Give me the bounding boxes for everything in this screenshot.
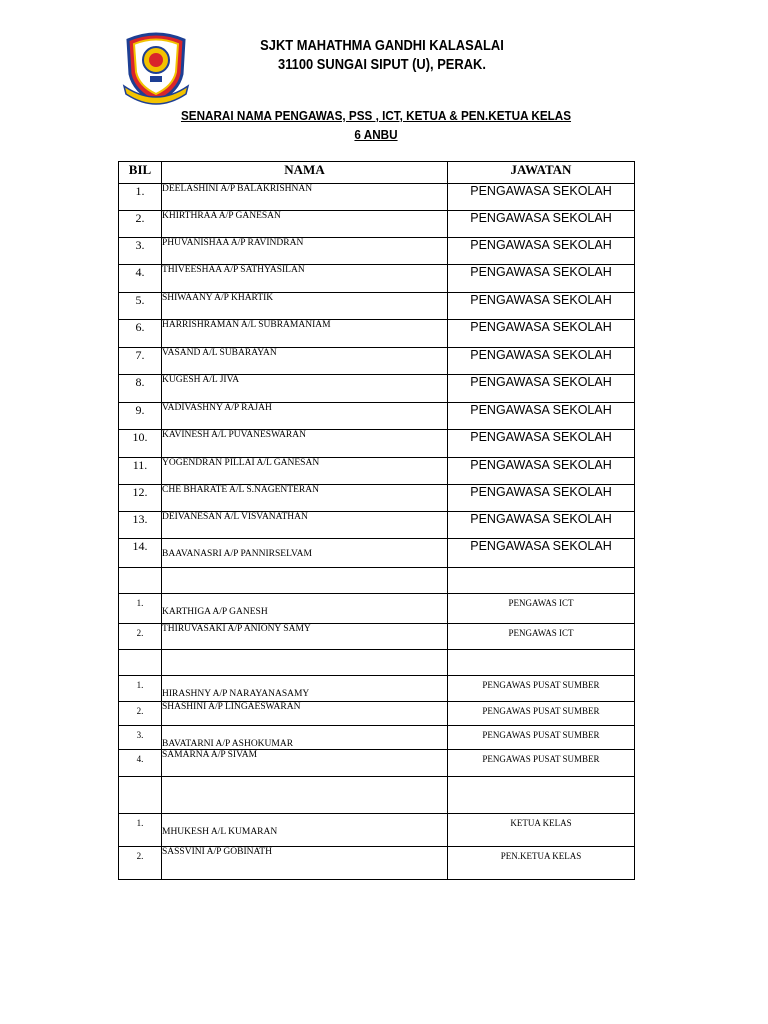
cell-jawatan: PEN.KETUA KELAS bbox=[448, 847, 635, 880]
cell-nama: PHUVANISHAA A/P RAVINDRAN bbox=[162, 238, 448, 265]
table-row bbox=[119, 184, 635, 211]
cell-bil: 9. bbox=[119, 403, 162, 430]
cell-nama bbox=[162, 568, 448, 594]
cell-bil: 3. bbox=[119, 238, 162, 265]
cell-nama: KARTHIGA A/P GANESH bbox=[162, 594, 448, 624]
cell-jawatan: PENGAWASA SEKOLAH bbox=[448, 293, 635, 320]
cell-nama: HARRISHRAMAN A/L SUBRAMANIAM bbox=[162, 320, 448, 348]
table-row bbox=[119, 750, 635, 777]
cell-bil: 2. bbox=[119, 211, 162, 238]
school-header bbox=[190, 36, 574, 74]
cell-bil: 1. bbox=[119, 594, 162, 624]
cell-nama: VASAND A/L SUBARAYAN bbox=[162, 348, 448, 375]
cell-bil bbox=[119, 568, 162, 594]
cell-jawatan: PENGAWASA SEKOLAH bbox=[448, 430, 635, 458]
table-row bbox=[119, 293, 635, 320]
cell-nama: KHIRTHRAA A/P GANESAN bbox=[162, 211, 448, 238]
cell-nama: SAMARNA A/P SIVAM bbox=[162, 750, 448, 777]
cell-nama: BAVATARNI A/P ASHOKUMAR bbox=[162, 726, 448, 750]
roster-body bbox=[119, 184, 635, 880]
cell-nama bbox=[162, 650, 448, 676]
cell-bil: 7. bbox=[119, 348, 162, 375]
cell-bil: 2. bbox=[119, 624, 162, 650]
table-row bbox=[119, 702, 635, 726]
cell-nama: CHE BHARATE A/L S.NAGENTERAN bbox=[162, 485, 448, 512]
cell-jawatan bbox=[448, 650, 635, 676]
cell-jawatan: PENGAWAS ICT bbox=[448, 624, 635, 650]
cell-bil: 13. bbox=[119, 512, 162, 539]
cell-jawatan: PENGAWASA SEKOLAH bbox=[448, 403, 635, 430]
table-row bbox=[119, 568, 635, 594]
class-name: 6 ANBU bbox=[354, 127, 398, 142]
cell-bil: 10. bbox=[119, 430, 162, 458]
table-row bbox=[119, 430, 635, 458]
cell-bil: 4. bbox=[119, 750, 162, 777]
cell-nama: DEIVANESAN A/L VISVANATHAN bbox=[162, 512, 448, 539]
cell-jawatan: PENGAWASA SEKOLAH bbox=[448, 485, 635, 512]
table-row bbox=[119, 238, 635, 265]
table-row bbox=[119, 594, 635, 624]
table-row bbox=[119, 375, 635, 403]
cell-bil: 6. bbox=[119, 320, 162, 348]
cell-nama: THIVEESHAA A/P SATHYASILAN bbox=[162, 265, 448, 293]
cell-jawatan: PENGAWASA SEKOLAH bbox=[448, 238, 635, 265]
table-row bbox=[119, 403, 635, 430]
cell-bil: 11. bbox=[119, 458, 162, 485]
cell-jawatan: PENGAWAS ICT bbox=[448, 594, 635, 624]
cell-jawatan: PENGAWASA SEKOLAH bbox=[448, 265, 635, 293]
table-row bbox=[119, 458, 635, 485]
header-nama: NAMA bbox=[162, 162, 448, 184]
table-row bbox=[119, 512, 635, 539]
cell-jawatan: PENGAWASA SEKOLAH bbox=[448, 375, 635, 403]
header-jawatan: JAWATAN bbox=[448, 162, 635, 184]
table-row bbox=[119, 320, 635, 348]
cell-bil: 2. bbox=[119, 847, 162, 880]
list-title-line1: SENARAI NAMA PENGAWAS, PSS , ICT, KETUA & PEN.KETUA KELAS bbox=[180, 108, 572, 123]
cell-nama: KUGESH A/L JIVA bbox=[162, 375, 448, 403]
cell-jawatan: PENGAWAS PUSAT SUMBER bbox=[448, 702, 635, 726]
cell-jawatan: PENGAWASA SEKOLAH bbox=[448, 458, 635, 485]
cell-jawatan: PENGAWASA SEKOLAH bbox=[448, 320, 635, 348]
cell-bil: 14. bbox=[119, 539, 162, 568]
cell-bil: 5. bbox=[119, 293, 162, 320]
cell-nama: HIRASHNY A/P NARAYANASAMY bbox=[162, 676, 448, 702]
table-header-row bbox=[119, 162, 635, 184]
cell-bil bbox=[119, 650, 162, 676]
table-row bbox=[119, 265, 635, 293]
table-row bbox=[119, 485, 635, 512]
cell-bil: 8. bbox=[119, 375, 162, 403]
cell-bil bbox=[119, 777, 162, 814]
roster-table bbox=[118, 161, 635, 880]
cell-jawatan bbox=[448, 777, 635, 814]
cell-nama: THIRUVASAKI A/P ANIONY SAMY bbox=[162, 624, 448, 650]
school-address: 31100 SUNGAI SIPUT (U), PERAK. bbox=[278, 56, 486, 73]
cell-nama: MHUKESH A/L KUMARAN bbox=[162, 814, 448, 847]
table-row bbox=[119, 847, 635, 880]
list-title bbox=[118, 106, 634, 144]
cell-nama: VADIVASHNY A/P RAJAH bbox=[162, 403, 448, 430]
table-row bbox=[119, 777, 635, 814]
cell-jawatan: PENGAWASA SEKOLAH bbox=[448, 512, 635, 539]
cell-bil: 1. bbox=[119, 184, 162, 211]
table-row bbox=[119, 211, 635, 238]
cell-bil: 1. bbox=[119, 814, 162, 847]
cell-jawatan: PENGAWASA SEKOLAH bbox=[448, 539, 635, 568]
table-row bbox=[119, 624, 635, 650]
cell-jawatan: PENGAWASA SEKOLAH bbox=[448, 348, 635, 375]
cell-nama: DEELASHINI A/P BALAKRISHNAN bbox=[162, 184, 448, 211]
cell-nama: BAAVANASRI A/P PANNIRSELVAM bbox=[162, 539, 448, 568]
cell-bil: 1. bbox=[119, 676, 162, 702]
cell-bil: 3. bbox=[119, 726, 162, 750]
school-name: SJKT MAHATHMA GANDHI KALASALAI bbox=[260, 37, 504, 54]
cell-bil: 2. bbox=[119, 702, 162, 726]
table-row bbox=[119, 539, 635, 568]
table-row bbox=[119, 650, 635, 676]
table-row bbox=[119, 676, 635, 702]
header-bil: BIL bbox=[119, 162, 162, 184]
cell-nama: SASSVINI A/P GOBINATH bbox=[162, 847, 448, 880]
cell-jawatan: PENGAWASA SEKOLAH bbox=[448, 184, 635, 211]
cell-jawatan: PENGAWASA SEKOLAH bbox=[448, 211, 635, 238]
cell-jawatan: PENGAWAS PUSAT SUMBER bbox=[448, 750, 635, 777]
school-crest-logo bbox=[120, 26, 192, 106]
cell-jawatan: PENGAWAS PUSAT SUMBER bbox=[448, 676, 635, 702]
cell-nama: SHIWAANY A/P KHARTIK bbox=[162, 293, 448, 320]
cell-nama: SHASHINI A/P LINGAESWARAN bbox=[162, 702, 448, 726]
table-row bbox=[119, 348, 635, 375]
table-row bbox=[119, 814, 635, 847]
cell-nama: KAVINESH A/L PUVANESWARAN bbox=[162, 430, 448, 458]
cell-jawatan: PENGAWAS PUSAT SUMBER bbox=[448, 726, 635, 750]
cell-jawatan bbox=[448, 568, 635, 594]
cell-bil: 12. bbox=[119, 485, 162, 512]
cell-bil: 4. bbox=[119, 265, 162, 293]
cell-nama bbox=[162, 777, 448, 814]
table-row bbox=[119, 726, 635, 750]
cell-jawatan: KETUA KELAS bbox=[448, 814, 635, 847]
cell-nama: YOGENDRAN PILLAI A/L GANESAN bbox=[162, 458, 448, 485]
